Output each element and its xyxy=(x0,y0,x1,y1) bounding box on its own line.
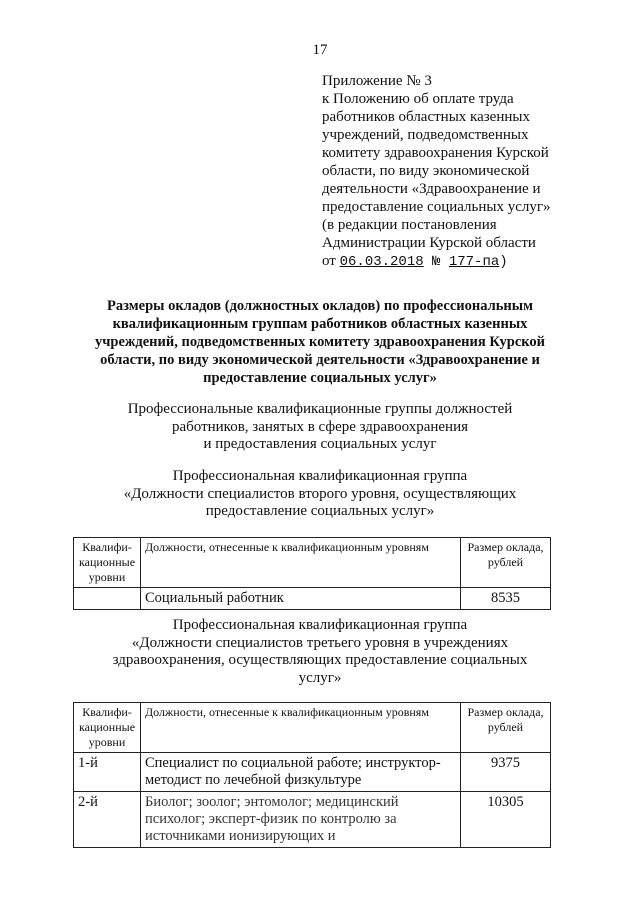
resolution-number: 177-па xyxy=(448,254,500,270)
header-salary: Размер оклада, рублей xyxy=(461,538,551,588)
header-salary: Размер оклада, рублей xyxy=(461,703,551,753)
appendix-line: деятельности «Здравоохранение и xyxy=(322,181,541,197)
section-heading-line: работников, занятых в сфере здравоохранения xyxy=(171,418,468,435)
number-sign: № xyxy=(423,254,449,270)
cell-position: Специалист по социальной работе; инструктор-методист по лечебной физкультуре xyxy=(141,753,461,792)
title-line: учреждений, подведомственных комитету здравоохранения Курской xyxy=(94,334,546,350)
document-title xyxy=(78,297,562,387)
header-level: Квалифи-кационные уровни xyxy=(74,538,141,588)
appendix-block xyxy=(322,72,622,271)
group-heading-line: предоставление социальных услуг» xyxy=(205,503,435,519)
table-row xyxy=(74,792,551,848)
header-positions: Должности, отнесенные к квалификационным уровням xyxy=(141,538,461,588)
group-heading-line: Профессиональная квалификационная группа xyxy=(172,617,468,633)
header-level: Квалифи-кационные уровни xyxy=(74,703,141,753)
cell-position: Социальный работник xyxy=(141,588,461,610)
group-heading-line: здравоохранения, осуществляющих предоставление социальных xyxy=(112,652,528,668)
table-header-row xyxy=(74,538,551,588)
section-heading-line: и предоставления социальных услуг xyxy=(203,436,437,452)
group-heading-line: «Должности специалистов третьего уровня в учреждениях xyxy=(131,634,509,651)
salary-table-1 xyxy=(73,537,551,610)
appendix-date-line xyxy=(322,252,622,271)
page-number: 17 xyxy=(312,42,328,58)
table-header-row xyxy=(74,703,551,753)
appendix-line: (в редакции постановления xyxy=(322,217,497,233)
title-line: квалификационным группам работников областных казенных xyxy=(112,316,528,332)
appendix-line: предоставление социальных услуг» xyxy=(322,199,551,215)
appendix-line: Приложение № 3 xyxy=(322,73,432,89)
appendix-line: к Положению об оплате труда xyxy=(322,91,514,107)
cell-position: Биолог; зоолог; энтомолог; медицинский психолог; эксперт-физик по контролю за источниками ионизирующих и xyxy=(141,792,461,848)
table-row xyxy=(74,753,551,792)
salary-table-2 xyxy=(73,702,551,848)
closing-paren: ) xyxy=(499,254,508,270)
title-line: Размеры окладов (должностных окладов) по профессиональным xyxy=(107,298,533,314)
cell-salary: 10305 xyxy=(461,792,551,848)
cell-salary: 8535 xyxy=(461,588,551,610)
appendix-line: учреждений, подведомственных xyxy=(322,127,529,143)
group-heading-line: «Должности специалистов второго уровня, осуществляющих xyxy=(123,485,517,502)
cell-level: 1-й xyxy=(74,753,141,792)
appendix-line: комитету здравоохранения Курской xyxy=(322,145,549,161)
group-heading-line: услуг» xyxy=(298,669,342,686)
section-heading xyxy=(100,401,540,454)
group2-heading xyxy=(100,617,540,687)
appendix-line: Администрации Курской области xyxy=(322,235,536,251)
date-prefix: от xyxy=(322,253,340,269)
group1-heading xyxy=(100,468,540,521)
group-heading-line: Профессиональная квалификационная группа xyxy=(172,468,468,484)
resolution-date: 06.03.2018 xyxy=(339,254,424,270)
cell-level xyxy=(74,588,141,610)
appendix-line: работников областных казенных xyxy=(322,109,530,125)
cell-salary: 9375 xyxy=(461,753,551,792)
header-positions: Должности, отнесенные к квалификационным уровням xyxy=(141,703,461,753)
table-row xyxy=(74,588,551,610)
title-line: предоставление социальных услуг» xyxy=(203,370,437,386)
cell-level: 2-й xyxy=(74,792,141,848)
section-heading-line: Профессиональные квалификационные группы должностей xyxy=(127,401,513,417)
appendix-line: области, по виду экономической xyxy=(322,163,530,179)
title-line: области, по виду экономической деятельности «Здравоохранение и xyxy=(100,352,540,368)
